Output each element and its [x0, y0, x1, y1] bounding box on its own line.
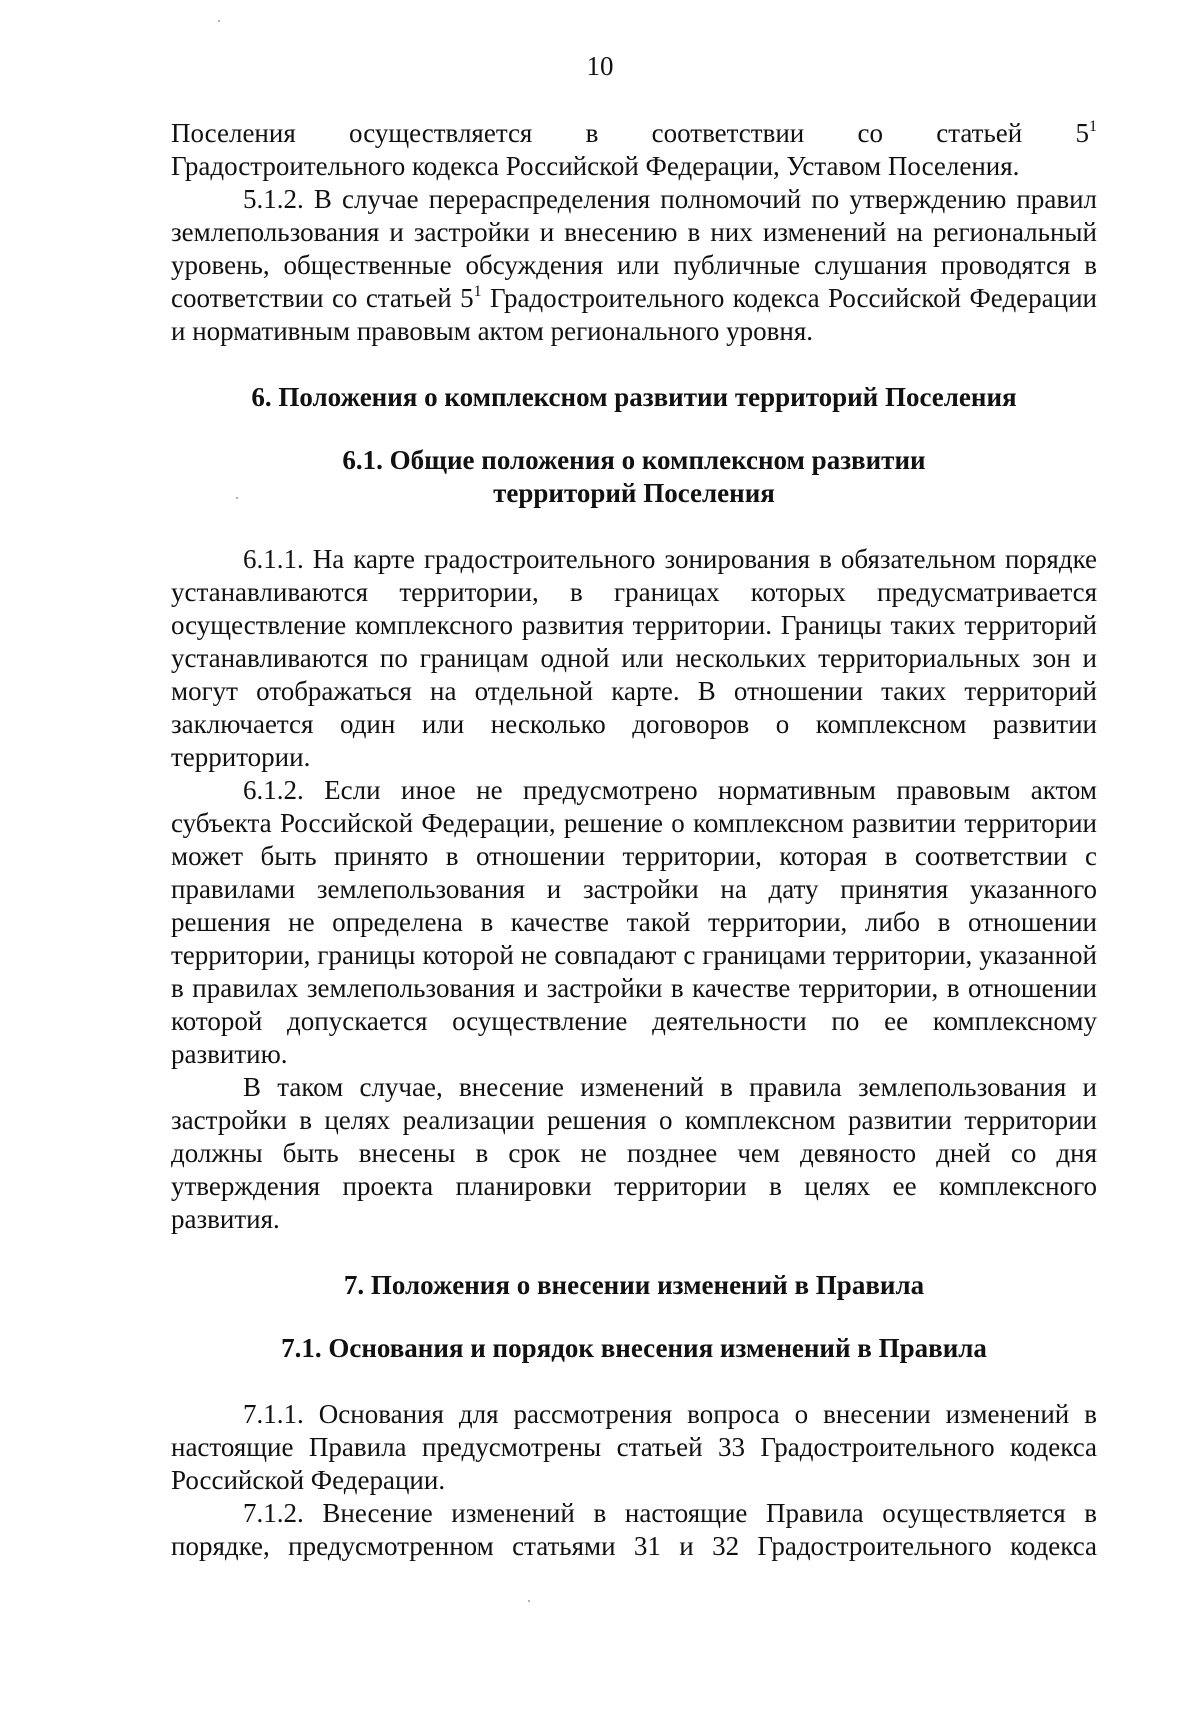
spacer	[171, 1302, 1097, 1332]
paragraph-text: Градостроительного кодекса Российской Федерации и нормативным правовым актом регионального уровня.	[171, 283, 1097, 346]
scan-speck	[218, 20, 220, 22]
paragraph-continuation-line2: Градостроительного кодекса Российской Федерации, Уставом Поселения.	[171, 151, 1020, 181]
paragraph-6-1-2: 6.1.2. Если иное не предусмотрено нормативным правовым актом субъекта Российской Федерации, решение о комплексном развитии территории может быть принято в отношении территории, которая в соответствии с правилами землепользования и застройки на дату принятия указанного решения не определена в качестве такой территории, либо в отношении территории, границы которой не совпадают с границами территории, указанной в правилах землепользования и застройки в качестве территории, в отношении которой допускается осуществление деятельности по ее комплексному развитию.	[171, 775, 1097, 1069]
spacer	[171, 1236, 1097, 1269]
paragraph-6-1-1: 6.1.1. На карте градостроительного зонирования в обязательном порядке устанавливаются территории, в границах которых предусматривается осуществление комплексного развития территории. Границы таких территорий устанавливаются по границам одной или нескольких территориальных зон и могут отображаться на отдельной карте. В отношении таких территорий заключается один или несколько договоров о комплексном развитии территории.	[171, 544, 1097, 772]
document-body	[171, 117, 1097, 1563]
paragraph-text: Поселения осуществляется в соответствии со статьей 5	[171, 118, 1089, 148]
page-number: 10	[586, 51, 614, 81]
superscript: 1	[1089, 118, 1097, 135]
paragraph-text: 5.1.2. В случае перераспределения полномочий по утверждению правил землепользования и застройки и внесению в них изменений на региональный уровень, общественные обсуждения или публичные слушания проводятся в соответствии со статьей 5	[171, 184, 1097, 313]
spacer	[171, 510, 1097, 543]
paragraph-6-1-2-continued: В таком случае, внесение изменений в правила землепользования и застройки в целях реализации решения о комплексном развитии территории должны быть внесены в срок не позднее чем девяносто дней со дня утверждения проекта планировки территории в целях ее комплексного развития.	[171, 1072, 1097, 1234]
paragraph-continuation-line1	[171, 117, 1097, 150]
subsection-heading-6-1-line2: территорий Поселения	[493, 478, 775, 508]
spacer	[171, 1365, 1097, 1398]
spacer	[171, 414, 1097, 444]
subsection-heading-6-1-line1: 6.1. Общие положения о комплексном развитии	[342, 445, 926, 475]
section-heading-7: 7. Положения о внесении изменений в Правила	[343, 1270, 925, 1300]
spacer	[171, 348, 1097, 381]
paragraph-7-1-1: 7.1.1. Основания для рассмотрения вопроса о внесении изменений в настоящие Правила предусмотрены статьей 33 Градостроительного кодекса Российской Федерации.	[171, 1399, 1097, 1495]
paragraph-5-1-2	[171, 183, 1097, 348]
paragraph-7-1-2: 7.1.2. Внесение изменений в настоящие Правила осуществляется в порядке, предусмотренном статьями 31 и 32 Градостроительного кодекса	[171, 1498, 1097, 1561]
subsection-heading-7-1: 7.1. Основания и порядок внесения изменений в Правила	[281, 1333, 987, 1363]
section-heading-6: 6. Положения о комплексном развитии территорий Поселения	[251, 382, 1017, 412]
scan-speck	[528, 1600, 530, 1602]
superscript: 1	[473, 283, 482, 300]
